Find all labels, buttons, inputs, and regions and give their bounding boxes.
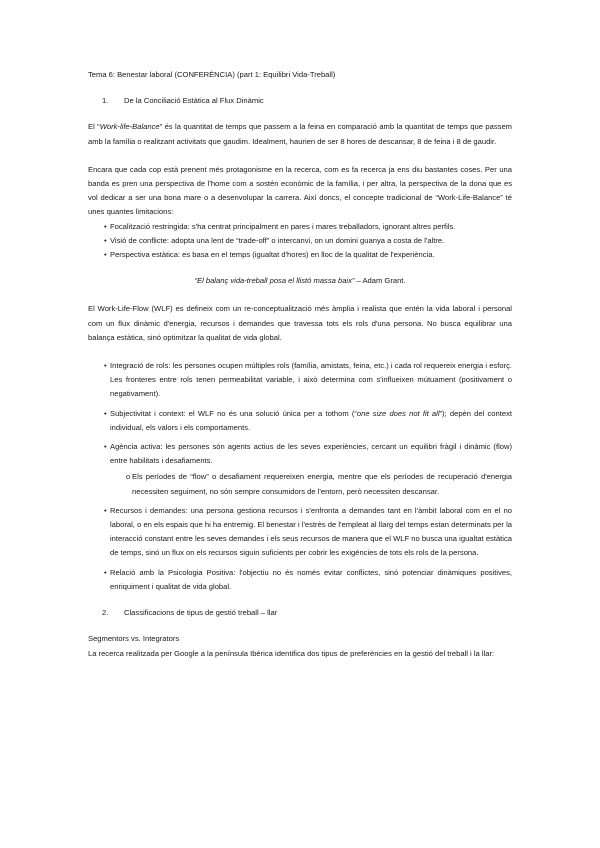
list-item (88, 566, 512, 594)
list-item (88, 440, 512, 499)
list-item (88, 359, 512, 402)
list-item-text: Integració de rols: les persones ocupen múltiples rols (família, amistats, feina, etc.) i cada rol requereix energia i esforç. Les fronteres entre rols tenen permeabilitat variable, i això determina com s'influeixen mútuament (positivament o negativament). (110, 361, 512, 399)
subheading-segmentors-integrators: Segmentors vs. Integrators (88, 634, 180, 644)
emphasis: one size does not fit all (356, 408, 440, 418)
list-item-text: Recursos i demandes: una persona gestiona recursos i s'enfronta a demandes tant en l'àmbit laboral com en el no laboral, o en els espais que hi ha entremig. El benestar i l'estrès de l'empleat al llarg del temps estan determinats per la interacció constant entre les seves demandes i els seus recursos de manera que el WLF no busca una igualtat estàtica de temps, sinó un flux on els recursos siguin suficients per cobrir les exigències de tots els rols de la persona. (110, 505, 512, 558)
list-item-text: Focalització restringida: s'ha centrat principalment en pares i mares treballadors, ignorant altres perfils. (110, 221, 456, 231)
bullet-glyph: • (104, 408, 107, 418)
list-item-text: Visió de conflicte: adopta una lent de “trade-off” o intercanvi, on un domini guanya a costa de l'altre. (110, 235, 445, 245)
bullet-glyph: • (104, 505, 107, 515)
text-run: Subjectivitat i context: el WLF no és una solució única per a tothom (“ (110, 408, 357, 418)
bullet-glyph: • (104, 235, 107, 245)
quote (88, 274, 512, 288)
emphasis: Work-life-Balance (99, 122, 160, 132)
section-heading-text: Classificacions de tipus de gestió treball – llar (124, 608, 278, 618)
sub-bullet-glyph: o (126, 472, 131, 482)
section-number: 1. (102, 96, 109, 106)
section-number: 2. (102, 608, 109, 618)
limitations-list (88, 220, 512, 263)
list-item (88, 220, 512, 234)
section-heading-text: De la Conciliació Estàtica al Flux Dinàmic (124, 96, 264, 106)
wlf-characteristics-list (88, 359, 512, 594)
paragraph-research: Encara que cada cop està prenent més protagonisme en la recerca, com es fa recerca ja ens diu bastantes coses. Per una banda es pren una perspectiva de l'home com a sostén econòmic de la família, i per altra, la perspectiva de la dona que es vol dedicar a ser una bona mare o a desenvolupar la carrera. Així doncs, el concepte tradicional de “Work-Life-Balance” té unes quantes limitacions: (88, 164, 512, 217)
sub-list-item-text: Els períodes de “flow” o desafiament requereixen energia, mentre que els períodes de recuperació d'energia necessiten seguiment, no són sempre consumidors de l'entorn, però necessiten descansar. (132, 472, 512, 496)
list-item (88, 407, 512, 435)
paragraph-work-life-flow: El Work-Life-Flow (WLF) es defineix com un re-conceptualització més àmplia i realista que entén la vida laboral i personal com un flux dinàmic d'energia, recursos i demandes que travessa tots els rols d'una persona. No busca equilibrar una balança estàtica, sinó optimitzar la qualitat de vida global. (88, 304, 512, 342)
section-heading-1 (88, 94, 512, 108)
bullet-glyph: • (104, 442, 107, 452)
list-item-text (110, 407, 512, 435)
list-item (88, 248, 512, 262)
paragraph-google-research: La recerca realitzada per Google a la península Ibèrica identifica dos tipus de preferències en la gestió del treball i la llar: (88, 648, 495, 658)
text-run: ”); depèn del context individual, els valors i els comportaments. (110, 408, 512, 432)
list-item-text: Agència activa: les persones són agents actius de les seves experiències, cercant un equilibri fràgil i dinàmic (flow) entre habilitats i desafiaments. (110, 442, 512, 466)
quote-author: – Adam Grant. (354, 276, 406, 286)
text-run: El “ (88, 122, 100, 132)
bullet-glyph: • (104, 361, 107, 371)
list-item-text: Relació amb la Psicologia Positiva: l'objectiu no és només evitar conflictes, sinó potenciar dinàmiques positives, enriquiment i qualitat de vida global. (110, 567, 512, 591)
list-item (88, 504, 512, 561)
sub-list-item (110, 470, 512, 498)
bullet-glyph: • (104, 221, 107, 231)
bullet-glyph: • (104, 250, 107, 260)
text-run: ” és la quantitat de temps que passem a la feina en comparació amb la quantitat de temps que passem amb la família o realitzant activitats que gaudim. Idealment, haurien de ser 8 hores de descansar, 8 de feina i 8 de gaudir. (88, 122, 513, 146)
paragraph-work-life-balance (88, 120, 512, 148)
quote-text: “El balanç vida-treball posa el llistó massa baix” (194, 276, 355, 286)
section-heading-2 (88, 606, 512, 620)
list-item-text: Perspectiva estàtica: es basa en el temps (igualtat d'hores) en lloc de la qualitat de l'experiència. (110, 250, 435, 260)
list-item (88, 234, 512, 248)
bullet-glyph: • (104, 567, 107, 577)
list-item-body (110, 440, 512, 499)
document-title: Tema 6: Benestar laboral (CONFERÈNCIA) (part 1: Equilibri Vida-Treball) (88, 70, 336, 79)
